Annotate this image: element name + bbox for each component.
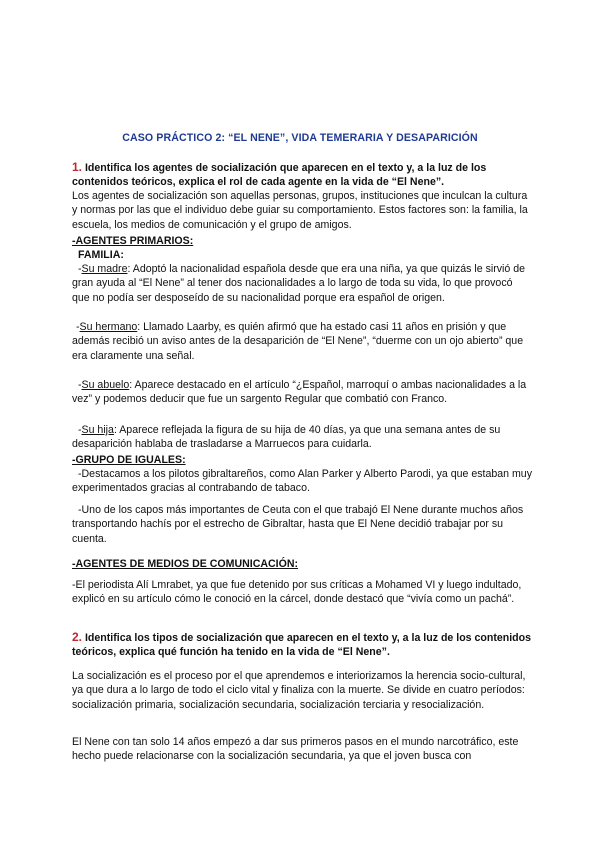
question-2-number: 2. [72,630,83,644]
hija-text: : Aparece reflejada la figura de su hija de 40 días, ya que una semana antes de su desaparición hablaba de trasladarse a Marruecos para cuidarla. [72,424,501,451]
abuelo-text: : Aparece destacado en el artículo “¿Español, marroquí o ambas nacionalidades a la vez” y podemos deducir que fue un sargento Regular que combatió con Franco. [72,379,527,406]
hija-label: Su hija [81,424,114,436]
iguales-paragraph-1: -Destacamos a los pilotos gibraltareños, como Alan Parker y Alberto Parodi, ya que estaban muy experimentados gracias al contrabando de tabaco. [72,468,532,495]
madre-prefix: - [78,263,82,275]
intro-paragraph: Los agentes de socialización son aquellas personas, grupos, instituciones que inculcan la cultura y normas por las que el individuo debe guiar su comportamiento. Estos factores son: la familia, la escuela, los medios de comunicación y el grupo de amigos. [72,190,528,231]
abuelo-paragraph [72,378,532,407]
medios-header: -AGENTES DE MEDIOS DE COMUNICACIÓN: [72,558,299,570]
question-1-number: 1. [72,160,83,174]
hermano-label: Su hermano [79,321,138,333]
nene-paragraph: El Nene con tan solo 14 años empezó a dar sus primeros pasos en el mundo narcotráfico, este hecho puede relacionarse con la socialización secundaria, ya que el joven busca con [72,736,519,763]
hermano-prefix: - [76,321,80,333]
question-2-text: Identifica los tipos de socialización que aparecen en el texto y, a la luz de los contenidos teóricos, explica qué función ha tenido en la vida de “El Nene”. [72,632,532,659]
abuelo-label: Su abuelo [81,379,130,391]
document-title: CASO PRÁCTICO 2: “EL NENE”, VIDA TEMERARIA Y DESAPARICIÓN [122,132,478,144]
hija-prefix: - [78,424,82,436]
abuelo-prefix: - [78,379,82,391]
question-2 [72,630,532,660]
madre-text: : Adoptó la nacionalidad española desde que era una niña, ya que quizás le sirvió de gran ayuda al “El Nene” al tener dos nacionalidades a lo largo de toda su vida, lo que provocó que no podía ser desposeído de su nacionalidad porque era español de origen. [72,263,526,304]
primarios-header: -AGENTES PRIMARIOS: [72,235,194,247]
iguales-paragraph-2: -Uno de los capos más importantes de Ceuta con el que trabajó El Nene durante muchos años transportando hachís por el estrecho de Gibraltar, hasta que El Nene decidió trabajar por su cuenta. [72,504,524,545]
hija-paragraph [72,423,532,452]
question-1-text: Identifica los agentes de socialización que aparecen en el texto y, a la luz de los contenidos teóricos, explica el rol de cada agente en la vida de “El Nene”. [72,162,487,189]
madre-label: Su madre [81,263,128,275]
hermano-paragraph [72,320,532,363]
question-1 [72,160,532,190]
familia-header: FAMILIA: [78,249,124,261]
medios-paragraph: -El periodista Alí Lmrabet, ya que fue detenido por sus críticas a Mohamed VI y luego indultado, explicó en su artículo cómo le conoció en la cárcel, donde destacó que “vivía como un pachá”. [72,579,522,606]
socializacion-paragraph: La socialización es el proceso por el que aprendemos e interiorizamos la herencia socio-cultural, ya que dura a lo largo de todo el ciclo vital y finaliza con la muerte. Se divide en cuatro períodos: socialización primaria, socialización secundaria, socialización terciaria y resocialización. [72,670,526,711]
iguales-header: -GRUPO DE IGUALES: [72,454,186,466]
madre-paragraph [72,262,532,305]
hermano-text: : Llamado Laarby, es quién afirmó que ha estado casi 11 años en prisión y que además recibió un aviso antes de la desaparición de “El Nene”, “duerme con un ojo abierto” que era claramente una señal. [72,321,524,362]
